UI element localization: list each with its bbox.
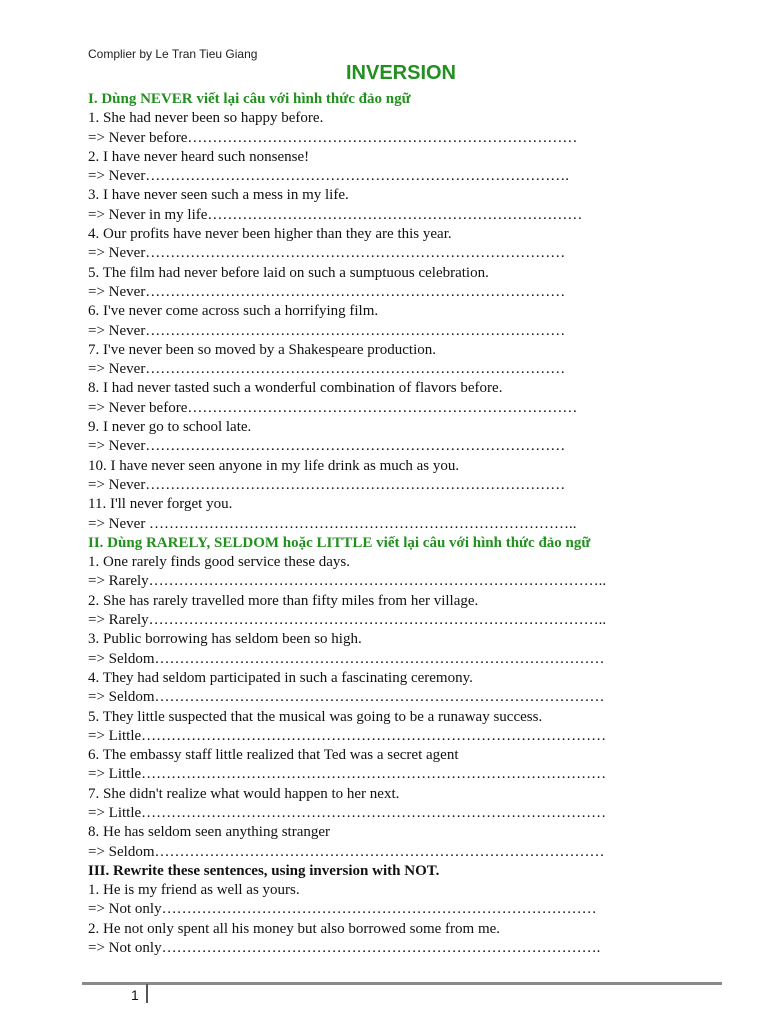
answer-line: => Never …………………………………………………………………………..	[88, 515, 577, 532]
answer-line: => Never…………………………………………………………………………	[88, 283, 566, 300]
answer-line: => Never…………………………………………………………………………	[88, 361, 566, 378]
question: 1. He is my friend as well as yours.	[88, 882, 300, 899]
section-heading: II. Dùng RARELY, SELDOM hoặc LITTLE viết lại câu với hình thức đảo ngữ	[88, 534, 591, 551]
question: 3. Public borrowing has seldom been so high.	[88, 631, 362, 648]
compiler-credit: Complier by Le Tran Tieu Giang	[88, 47, 258, 61]
section-heading: III. Rewrite these sentences, using inversion with NOT.	[88, 862, 440, 879]
answer-line: => Seldom………………………………………………………………………………	[88, 843, 605, 860]
answer-line: => Seldom………………………………………………………………………………	[88, 689, 605, 706]
worksheet-body	[88, 90, 688, 958]
answer-line: => Little…………………………………………………………………………………	[88, 727, 607, 744]
answer-line: => Rarely………………………………………………………………………………..	[88, 612, 607, 629]
answer-line: => Not only…………………………………………………………………………….	[88, 940, 601, 957]
question: 1. She had never been so happy before.	[88, 110, 324, 127]
page-title: INVERSION	[345, 62, 457, 84]
question: 4. Our profits have never been higher than they are this year.	[88, 226, 452, 243]
question: 8. I had never tasted such a wonderful combination of flavors before.	[88, 380, 503, 397]
question: 2. He not only spent all his money but also borrowed some from me.	[88, 920, 501, 937]
answer-line: => Not only……………………………………………………………………………	[88, 901, 597, 918]
question: 6. The embassy staff little realized that Ted was a secret agent	[88, 747, 459, 764]
page-number-divider	[146, 984, 148, 1003]
answer-line: => Never…………………………………………………………………………	[88, 245, 566, 262]
answer-line: => Seldom………………………………………………………………………………	[88, 650, 605, 667]
answer-line: => Never…………………………………………………………………………	[88, 438, 566, 455]
answer-line: => Never in my life…………………………………………………………………	[88, 206, 583, 223]
question: 6. I've never come across such a horrifying film.	[88, 303, 379, 320]
section-rarely-seldom-little	[88, 534, 688, 862]
question: 7. I've never been so moved by a Shakespeare production.	[88, 341, 437, 358]
answer-line: => Never………………………………………………………………………….	[88, 168, 570, 185]
answer-line: => Never…………………………………………………………………………	[88, 322, 566, 339]
question: 5. They little suspected that the musical was going to be a runaway success.	[88, 708, 543, 725]
question: 3. I have never seen such a mess in my life.	[88, 187, 349, 204]
question: 9. I never go to school late.	[88, 419, 252, 436]
question: 10. I have never seen anyone in my life drink as much as you.	[88, 457, 460, 474]
question: 1. One rarely finds good service these days.	[88, 554, 351, 571]
question: 4. They had seldom participated in such a fascinating ceremony.	[88, 669, 473, 686]
question: 2. I have never heard such nonsense!	[88, 148, 310, 165]
section-never	[88, 90, 688, 534]
question: 7. She didn't realize what would happen to her next.	[88, 785, 400, 802]
question: 5. The film had never before laid on such a sumptuous celebration.	[88, 264, 489, 281]
question: 8. He has seldom seen anything stranger	[88, 824, 331, 841]
answer-line: => Never before……………………………………………………………………	[88, 129, 578, 146]
answer-line: => Rarely………………………………………………………………………………..	[88, 573, 607, 590]
answer-line: => Little…………………………………………………………………………………	[88, 766, 607, 783]
answer-line: => Never before……………………………………………………………………	[88, 399, 578, 416]
section-heading: I. Dùng NEVER viết lại câu với hình thức đảo ngữ	[88, 91, 411, 107]
answer-line: => Never…………………………………………………………………………	[88, 476, 566, 493]
question: 2. She has rarely travelled more than fifty miles from her village.	[88, 592, 479, 609]
page-number: 1	[131, 987, 139, 1003]
footer-rule	[82, 982, 722, 985]
section-not	[88, 862, 688, 958]
answer-line: => Little…………………………………………………………………………………	[88, 804, 607, 821]
question: 11. I'll never forget you.	[88, 496, 233, 513]
